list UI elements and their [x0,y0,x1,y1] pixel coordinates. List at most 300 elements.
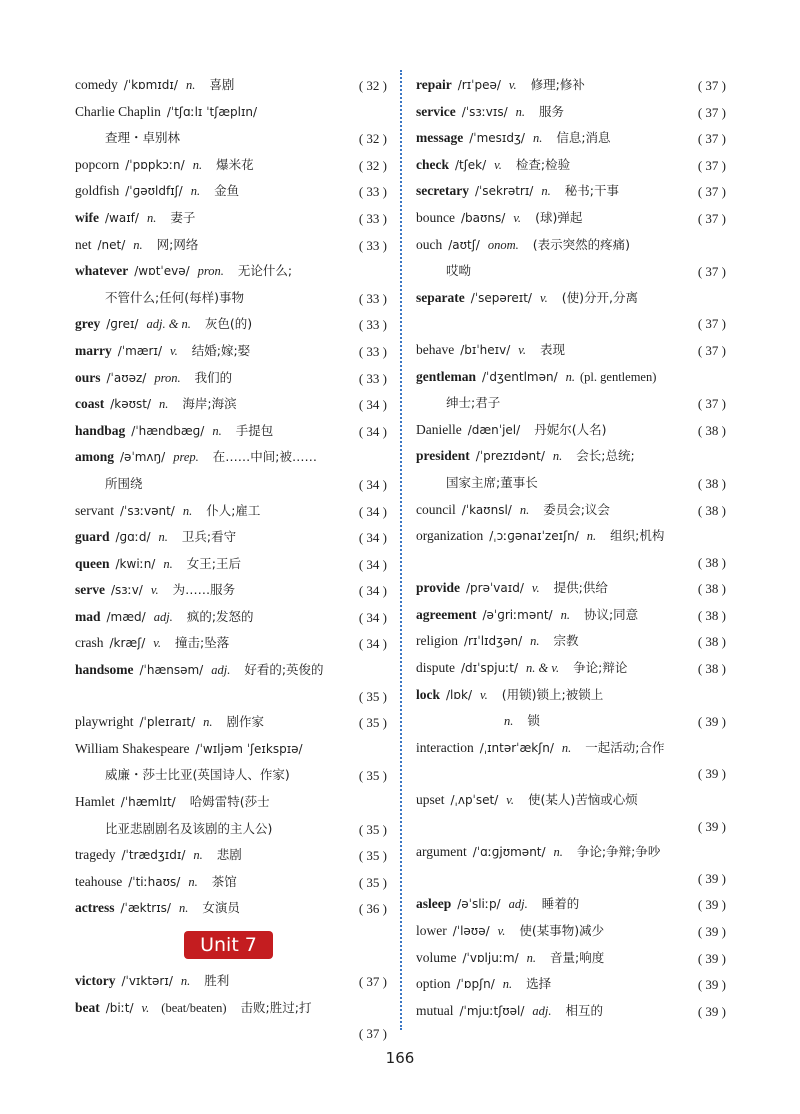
entry-headline [416,628,726,655]
phonetic: /kwiːn/ [115,556,156,571]
headword: beat [75,999,100,1015]
page-reference: ( 37 ) [697,78,726,93]
entry-headline [75,72,387,99]
page-reference: ( 38 ) [697,634,726,650]
vocab-entry [416,364,726,417]
inflection-note: (beat/beaten) [161,1000,227,1015]
headword: victory [75,973,116,988]
vocab-entry [416,787,726,839]
entry-headline [75,444,387,471]
headword: upset [416,792,445,808]
phonetic: /ˈkɒmɪdɪ/ [123,78,178,92]
meaning: 丹妮尔(人名) [534,421,607,437]
meaning: 哈姆雷特(莎士 [189,794,270,810]
page-reference: ( 37 ) [697,316,726,332]
part-of-speech: n. [552,449,563,464]
page-reference: ( 34 ) [358,556,387,572]
page-reference: ( 32 ) [358,157,387,173]
vocab-entry [416,682,726,735]
vocab-entry [416,178,726,205]
vocab-entry [75,869,387,896]
meaning: 会长;总统; [576,448,635,464]
meaning: 卫兵;看守 [181,529,237,545]
phonetic: /ˈvɪktərɪ/ [121,974,173,988]
part-of-speech: n. [502,977,513,992]
unit-badge: Unit 7 [184,931,273,959]
headword: asleep [416,896,452,912]
vocab-entry [75,258,387,311]
entry-continuation [75,762,387,789]
vocab-entry [416,839,726,891]
vocab-entry [75,498,387,525]
meaning: 为……服务 [172,582,236,598]
page-reference: ( 37 ) [697,157,726,173]
meaning: 仆人;雇工 [206,502,261,518]
part-of-speech: v. [494,157,502,172]
part-of-speech: v. [531,581,540,596]
headword: Charlie Chaplin [75,103,161,119]
vocab-entry [75,311,387,338]
meaning: 灰色(的) [204,316,253,332]
meaning: (使)分开,分离 [561,289,638,305]
entry-continuation [416,390,726,417]
vocab-entry [75,657,387,709]
vocab-entry [416,575,726,602]
page-reference: ( 35 ) [358,874,387,890]
phonetic: /ˈæktrɪs/ [120,901,171,916]
meaning: 表现 [540,341,566,357]
page-reference: ( 33 ) [358,317,387,333]
headword: council [416,501,456,517]
meaning: 信息;消息 [556,130,611,146]
page-reference: ( 38 ) [697,502,726,518]
phonetic: /dɪˈspjuːt/ [461,661,519,676]
vocab-entry [75,551,387,578]
entry-continuation [416,258,726,285]
headword: servant [75,502,114,518]
phonetic: /ˈmærɪ/ [117,343,162,358]
page-reference: ( 33 ) [358,237,387,253]
meaning: 一起活动;合作 [585,739,665,755]
phonetic: /ˈləʊə/ [452,924,490,938]
entry-headline [416,891,726,918]
vocab-entry [75,968,387,995]
entry-headline [416,998,726,1025]
page-reference: ( 38 ) [697,422,726,438]
page-reference: ( 39 ) [697,1003,726,1019]
page-reference: ( 35 ) [358,768,387,784]
entry-continuation [75,816,387,843]
part-of-speech: prep. [173,450,199,465]
headword: agreement [416,606,477,622]
headword: Hamlet [75,794,115,810]
vocab-entry [416,443,726,496]
headword: coast [75,396,105,412]
entry-headline [75,418,387,445]
entry-headline [75,968,387,995]
headword: lock [416,686,441,702]
part-of-speech: n. [182,503,193,518]
phonetic: /baʊns/ [460,210,506,225]
headword: queen [75,555,110,571]
page-reference: ( 39 ) [697,950,726,966]
meaning: 结婚;嫁;娶 [191,342,251,358]
page-reference: ( 34 ) [358,583,387,599]
vocab-entry [416,523,726,575]
entry-headline [75,205,387,232]
vocab-entry [75,709,387,736]
meaning: 女演员 [202,900,240,916]
headword: tragedy [75,847,116,863]
entry-headline [75,657,387,684]
phonetic: /ˈhænsəm/ [139,663,204,678]
phonetic: /net/ [97,237,126,252]
headword: dispute [416,660,455,676]
page-reference: ( 33 ) [358,290,387,306]
headword: grey [75,316,101,332]
phonetic: /ˈwɪljəm ˈʃeɪkspɪə/ [195,741,303,756]
meaning: 爆米花 [216,156,254,172]
headword: handsome [75,662,134,678]
part-of-speech: n. [190,184,201,199]
headword: organization [416,528,484,544]
headword: gentleman [416,368,476,384]
page-reference: ( 37 ) [697,342,726,358]
vocab-entry [416,417,726,444]
vocab-entry [75,736,387,789]
page-reference: ( 39 ) [697,714,726,730]
vocab-entry [416,205,726,232]
meaning: (球)弹起 [535,209,583,225]
entry-headline [416,178,726,205]
headword: serve [75,582,105,598]
entry-headline [416,735,726,762]
page-reference: ( 35 ) [358,688,387,704]
part-of-speech: n. [203,715,213,730]
part-of-speech: adj. [532,1003,552,1018]
part-of-speech: adj. [508,897,528,912]
page-reference: ( 33 ) [358,184,387,200]
meaning: 妻子 [170,209,196,225]
headword: crash [75,635,104,651]
phonetic: /kræʃ/ [109,636,146,651]
entry-headline [75,630,387,657]
headword: playwright [75,714,134,730]
headword: repair [416,77,452,92]
vocab-entry [75,338,387,365]
meaning: 选择 [526,976,552,992]
meaning: 疯的;发怒的 [186,608,254,624]
phonetic: /əˈsliːp/ [457,897,501,912]
meaning: 查理・卓别林 [105,130,181,146]
part-of-speech: n. [212,423,222,438]
vocabulary-column-right [416,72,726,1024]
page-ref-line [416,550,726,576]
phonetic: /tʃek/ [455,157,487,172]
meaning: 睡着的 [541,896,580,912]
part-of-speech: n. [541,184,551,199]
meaning: 击败;胜过;打 [240,999,312,1015]
headword: handbag [75,422,126,438]
phonetic: /ˈmesɪdʒ/ [469,131,525,146]
phonetic: /sɜːv/ [110,583,143,598]
vocab-entry [75,232,387,259]
part-of-speech: v. [480,687,488,702]
entry-headline [416,337,726,364]
vocab-entry [75,842,387,869]
phonetic: /rɪˈlɪdʒən/ [464,634,523,649]
vocab-entry [416,655,726,682]
phonetic: /kəʊst/ [110,397,152,412]
headword: message [416,130,464,146]
entry-headline [75,895,387,922]
page-reference: ( 37 ) [697,184,726,200]
part-of-speech: n. & v. [526,661,560,676]
page-reference: ( 37 ) [697,131,726,147]
vocab-entry [416,735,726,787]
entry-headline [416,443,726,470]
headword: argument [416,844,467,860]
entry-headline [75,258,387,285]
entry-headline [416,285,726,312]
column-divider [400,70,402,1030]
page-reference: ( 39 ) [697,924,726,939]
part-of-speech: v. [518,342,526,357]
page-reference: ( 37 ) [358,974,387,989]
meaning: 修理;修补 [530,77,585,92]
phonetic: /ˈsekrətrɪ/ [474,184,534,199]
headword: lower [416,923,447,938]
headword: check [416,156,449,172]
page-reference: ( 34 ) [358,397,387,413]
page-ref-line [416,761,726,787]
entry-headline [416,417,726,444]
meaning: 相互的 [565,1002,604,1018]
phonetic: /ˌɔːɡənaɪˈzeɪʃn/ [489,529,579,544]
vocab-entry [75,365,387,392]
entry-continuation [75,125,387,152]
phonetic: /ˈpɒpkɔːn/ [125,157,185,172]
part-of-speech: n. [180,974,191,988]
phonetic: /ˈkaʊnsl/ [461,502,512,517]
entry-headline [75,391,387,418]
headword: Danielle [416,421,462,437]
page-reference: ( 39 ) [697,870,726,886]
part-of-speech: n. [526,950,536,965]
part-of-speech: v. [506,793,514,808]
meaning: 网;网络 [156,236,199,252]
page-ref-line [75,1021,387,1047]
part-of-speech: v. [513,210,522,225]
vocab-entry [75,995,387,1047]
meaning: 使(某事物)减少 [519,923,605,938]
entry-headline [416,497,726,524]
phonetic: /əˈmʌŋ/ [120,450,166,465]
part-of-speech: n. [159,397,169,412]
page-reference: ( 32 ) [358,78,387,93]
phonetic: /biːt/ [105,1000,134,1015]
meaning: 音量;响度 [549,949,605,965]
entry-headline [416,125,726,152]
entry-headline [416,99,726,126]
headword: William Shakespeare [75,740,190,756]
page-reference: ( 35 ) [358,821,387,837]
part-of-speech: v. [150,583,159,598]
entry-headline [416,575,726,602]
page-reference: ( 33 ) [358,210,387,226]
headword: guard [75,529,110,545]
part-of-speech: n. [163,556,173,571]
phonetic: /ˈsɜːvɪs/ [461,104,508,119]
part-of-speech: n. [565,369,576,384]
page-reference: ( 33 ) [358,370,387,386]
headword: option [416,976,451,992]
page-reference: ( 37 ) [697,210,726,226]
page-reference: ( 35 ) [358,715,387,731]
phonetic: /ˈhæmlɪt/ [120,795,176,810]
meaning: 不管什么;任何(每样)事物 [105,289,244,305]
part-of-speech: v. [141,1000,150,1015]
meaning: 服务 [538,103,564,119]
part-of-speech: adj. & n. [146,317,191,332]
headword: marry [75,342,112,358]
headword: mutual [416,1002,454,1018]
vocab-entry [416,918,726,945]
phonetic: /ˈɡəʊldfɪʃ/ [125,184,183,199]
meaning: 女王;王后 [186,555,241,571]
meaning: 使(某人)苦恼或心烦 [528,792,638,808]
page-reference: ( 38 ) [697,581,726,597]
page-reference: ( 33 ) [358,343,387,359]
vocab-entry [416,72,726,99]
entry-headline [75,338,387,365]
page-reference: ( 39 ) [697,897,726,913]
page-number: 166 [385,1049,415,1067]
phonetic: /ˈɑːɡjʊmənt/ [472,845,546,860]
vocab-entry [416,945,726,972]
headword: mad [75,608,101,624]
phonetic: /ˈprezɪdənt/ [475,449,545,464]
page-reference: ( 34 ) [358,423,387,439]
entry-headline [75,498,387,525]
entry-headline [416,523,726,550]
part-of-speech: n. [515,104,525,119]
phonetic: /mæd/ [106,609,146,624]
headword: provide [416,580,461,596]
page-reference: ( 38 ) [697,661,726,677]
page-reference: ( 32 ) [358,131,387,147]
vocab-entry [75,630,387,657]
part-of-speech: n. [185,78,196,92]
page-reference: ( 37 ) [697,396,726,412]
headword: behave [416,341,455,357]
meaning: 检查;检验 [515,156,571,172]
page-reference: ( 38 ) [697,554,726,570]
meaning: 所围绕 [105,475,143,491]
entry-headline [75,311,387,338]
entry-continuation [416,470,726,497]
part-of-speech: v. [539,290,548,305]
page-reference: ( 34 ) [358,476,387,492]
entry-headline [416,918,726,945]
headword: net [75,236,92,252]
entry-headline [416,72,726,99]
meaning: 争论;争辩;争吵 [576,844,661,860]
page-ref-line [75,684,387,710]
entry-headline [75,178,387,205]
headword: whatever [75,263,129,279]
page-reference: ( 38 ) [697,475,726,491]
part-of-speech: n. [560,607,570,622]
phonetic: /rɪˈpeə/ [457,78,501,92]
page-reference: ( 34 ) [358,503,387,519]
vocabulary-column-left [75,72,387,1047]
headword: separate [416,289,465,305]
phonetic: /ˌʌpˈset/ [450,793,499,808]
vocab-entry [75,604,387,631]
part-of-speech: v. [497,924,506,938]
entry-headline [416,839,726,866]
vocab-entry [75,152,387,179]
entry-headline [75,789,387,816]
vocab-entry [75,391,387,418]
part-of-speech: n. [586,529,597,544]
meaning: 胜利 [204,973,230,988]
headword: volume [416,949,457,965]
page-reference: ( 37 ) [358,1026,387,1042]
page-reference: ( 34 ) [358,609,387,625]
part-of-speech: onom. [487,237,519,252]
entry-headline [416,152,726,179]
entry-headline [75,604,387,631]
page-reference: ( 34 ) [358,636,387,652]
page-reference: ( 36 ) [358,901,387,917]
part-of-speech: pron. [154,370,181,385]
meaning: 提供;供给 [553,580,608,596]
page-reference: ( 37 ) [697,104,726,120]
headword: popcorn [75,156,120,172]
phonetic: /ˈaʊəz/ [106,370,147,385]
meaning: 协议;同意 [583,606,639,622]
entry-headline [75,365,387,392]
phonetic: /wɒtˈevə/ [134,264,190,279]
phonetic: /lɒk/ [446,687,473,702]
vocab-entry [416,152,726,179]
headword: president [416,448,470,464]
part-of-speech: n. [178,901,189,916]
meaning: 哎呦 [446,263,472,279]
entry-headline [75,152,387,179]
vocab-entry [416,125,726,152]
part-of-speech: adj. [153,609,173,624]
page-reference: ( 35 ) [358,848,387,864]
phonetic: /bɪˈheɪv/ [460,342,511,357]
vocab-entry [416,285,726,337]
vocab-entry [75,789,387,842]
vocab-entry [416,602,726,629]
phonetic: /ˈsɜːvənt/ [119,503,175,518]
phonetic: /ˈhændbæɡ/ [131,423,205,438]
page-reference: ( 34 ) [358,530,387,546]
vocab-entry [75,418,387,445]
phonetic: /dænˈjel/ [467,422,521,437]
phonetic: /ˈtiːhaʊs/ [128,874,181,889]
vocab-entry [416,628,726,655]
page-ref-line [416,866,726,892]
phonetic: /ˈɒpʃn/ [456,977,495,992]
page-reference: ( 37 ) [697,264,726,280]
vocab-entry [416,497,726,524]
